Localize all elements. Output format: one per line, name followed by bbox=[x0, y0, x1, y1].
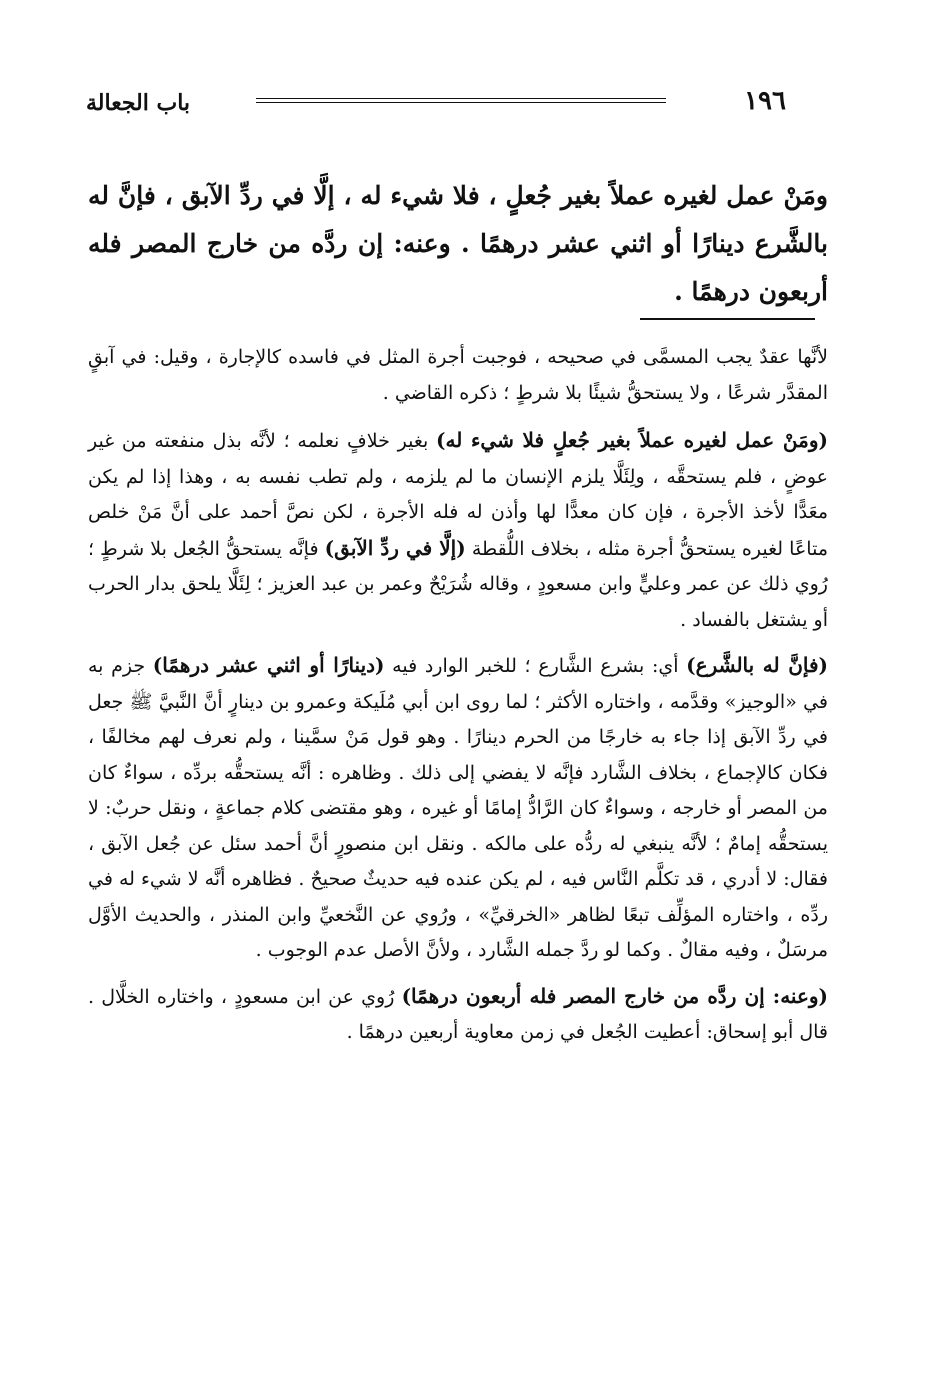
commentary-paragraph-2 bbox=[88, 423, 828, 638]
quoted-matn: (فإنَّ له بالشَّرع) bbox=[686, 653, 828, 677]
quoted-matn: (دينارًا أو اثني عشر درهمًا) bbox=[152, 653, 385, 677]
commentary-text: فإنَّه يستحقُّ الجُعل بلا شرطٍ ؛ رُوي ذلك عن عمر وعليٍّ وابن مسعودٍ ، وقاله شُرَيْحٌ وعمر بن عبد العزيز ؛ لِئَلَّا يلحق بدار الحرب أو يشتغل بالفساد . bbox=[88, 537, 828, 631]
commentary-text: أي: بشرع الشَّارع ؛ للخبر الوارد فيه bbox=[384, 655, 687, 677]
quoted-matn: (ومَنْ عمل لغيره عملاً بغير جُعلٍ فلا شيء له) bbox=[436, 428, 828, 452]
commentary-text: رُوي عن ابن مسعودٍ ، واختاره الخلَّال . قال أبو إسحاق: أعطيت الجُعل في زمن معاوية أربعين درهمًا . bbox=[88, 985, 828, 1043]
quoted-matn: (وعنه: إن ردَّه من خارج المصر فله أربعون درهمًا) bbox=[401, 983, 829, 1008]
header-rule bbox=[256, 98, 666, 106]
commentary-text: بغير خلافٍ نعلمه ؛ لأنَّه بذل منفعته من غير عوضٍ ، فلم يستحقَّه ، ولِئَلَّا يلزم الإنسان ما لم يلزمه ، ولم تطب نفسه به ، وهذا إذا لم يكن معَدًّا لأخذ الأجرة ، فإن كان معدًّا لها وأذن له فله الأجرة ، لكن نصَّ أحمد على أنَّ مَنْ خلص متاعًا لغيره يستحقُّ أجرة مثله ، بخلاف اللُّقطة bbox=[88, 430, 828, 560]
quoted-matn: (إلَّا في ردِّ الآبق) bbox=[324, 535, 466, 560]
footnote-divider bbox=[640, 318, 815, 320]
chapter-title: باب الجعالة bbox=[86, 90, 191, 116]
commentary-paragraph-1: لأنَّها عقدٌ يجب المسمَّى في صحيحه ، فوجبت أجرة المثل في فاسده كالإجارة ، وقيل: في آبقٍ المقدَّر شرعًا ، ولا يستحقُّ شيئًا بلا شرطٍ ؛ ذكره القاضي . bbox=[88, 346, 828, 404]
commentary bbox=[88, 340, 828, 1061]
commentary-text: جزم به في «الوجيز» وقدَّمه ، واختاره الأكثر ؛ لما روى ابن أبي مُلَيكة وعمرو بن دينارٍ أنَّ النَّبيَّ ﷺ جعل في ردِّ الآبق إذا جاء به خارجًا من الحرم دينارًا . وهو قول مَنْ سمَّينا ، ولم نعرف لهم مخالفًا ، فكان كالإجماع ، بخلاف الشَّارد فإنَّه لا يفضي إلى ذلك . وظاهره : أنَّه يستحقُّه بردِّه ، سواءٌ كان من المصر أو خارجه ، وسواءٌ كان الرَّادُّ إمامًا أو غيره ، وهو مقتضى كلام جماعةٍ ، ونقل حربٌ: لا يستحقُّه إمامٌ ؛ لأنَّه ينبغي له ردُّه على مالكه . ونقل ابن منصورٍ أنَّ أحمد سئل عن جُعل الآبق ، فقال: لا أدري ، قد تكلَّم النَّاس فيه ، لم يكن عنده فيه حديثٌ صحيحٌ . فظاهره أنَّه لا شيء له في ردِّه ، واختاره المؤلِّف تبعًا لظاهر «الخرقيِّ» ، ورُوي عن النَّخعيِّ وابن المنذر ، والحديث الأوَّل مرسَلٌ ، وفيه مقالٌ . وكما لو ردَّ جمله الشَّارد ، ولأنَّ الأصل عدم الوجوب . bbox=[88, 655, 828, 961]
commentary-paragraph-4 bbox=[88, 979, 828, 1051]
page-number: ١٩٦ bbox=[744, 86, 786, 116]
main-text: ومَنْ عمل لغيره عملاً بغير جُعلٍ ، فلا شيء له ، إلَّا في ردِّ الآبق ، فإنَّ له بالشَّرع دينارًا أو اثني عشر درهمًا . وعنه: إن ردَّه من خارج المصر فله أربعون درهمًا . bbox=[88, 181, 828, 306]
commentary-paragraph-3 bbox=[88, 648, 828, 969]
page-header bbox=[86, 86, 786, 126]
